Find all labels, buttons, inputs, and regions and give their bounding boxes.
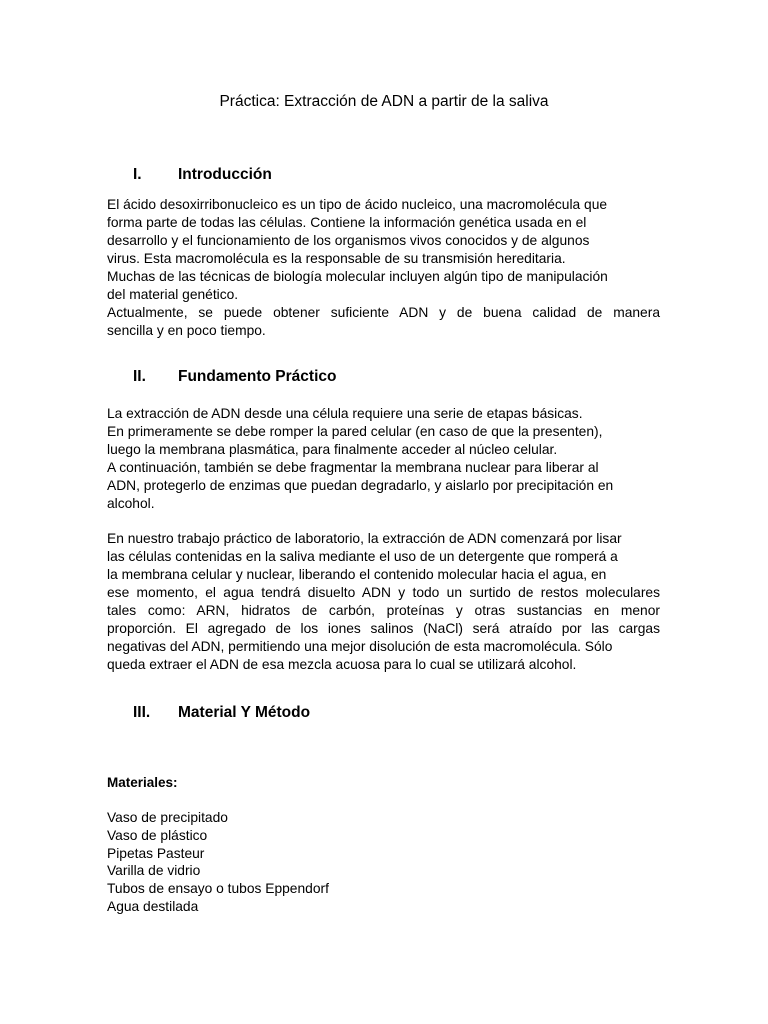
section-number: II. xyxy=(133,368,146,385)
fundamento-paragraph-2 xyxy=(107,530,660,674)
text-line: A continuación, también se debe fragmentar la membrana nuclear para liberar al xyxy=(107,460,599,475)
text-line: ese momento, el agua tendrá disuelto ADN y todo un surtido de restos moleculares xyxy=(107,585,660,600)
text-line: desarrollo y el funcionamiento de los organismos vivos conocidos y de algunos xyxy=(107,233,590,248)
section-heading-fundamento xyxy=(133,368,336,386)
intro-paragraph xyxy=(107,196,660,340)
text-line: sencilla y en poco tiempo. xyxy=(107,323,266,338)
list-item: Vaso de plástico xyxy=(107,827,208,843)
text-line: luego la membrana plasmática, para finalmente acceder al núcleo celular. xyxy=(107,442,558,457)
section-heading-introduccion xyxy=(133,166,272,184)
section-heading-material-metodo xyxy=(133,704,310,722)
text-line: En nuestro trabajo práctico de laboratorio, la extracción de ADN comenzará por lisar xyxy=(107,531,622,546)
materiales-list xyxy=(107,809,507,916)
text-line: El ácido desoxirribonucleico es un tipo de ácido nucleico, una macromolécula que xyxy=(107,197,608,212)
text-line: Muchas de las técnicas de biología molecular incluyen algún tipo de manipulación xyxy=(107,269,608,284)
text-line: Actualmente, se puede obtener suficiente ADN y de buena calidad de manera xyxy=(107,305,660,320)
text-line: virus. Esta macromolécula es la responsable de su transmisión hereditaria. xyxy=(107,251,566,266)
text-line: proporción. El agregado de los iones salinos (NaCl) será atraído por las cargas xyxy=(107,621,660,636)
section-title: Fundamento Práctico xyxy=(178,368,337,385)
text-line: forma parte de todas las células. Contiene la información genética usada en el xyxy=(107,215,587,230)
document-title: Práctica: Extracción de ADN a partir de la saliva xyxy=(219,93,549,110)
list-item: Vaso de precipitado xyxy=(107,810,228,825)
section-number: III. xyxy=(133,704,151,721)
text-line: queda extraer el ADN de esa mezcla acuosa para lo cual se utilizará alcohol. xyxy=(107,657,577,672)
section-title: Introducción xyxy=(178,166,272,183)
text-line: del material genético. xyxy=(107,287,239,302)
text-line: negativas del ADN, permitiendo una mejor disolución de esta macromolécula. Sólo xyxy=(107,639,613,654)
text-line: las células contenidas en la saliva mediante el uso de un detergente que romperá a xyxy=(107,549,618,564)
fundamento-paragraph-1 xyxy=(107,405,660,513)
text-line: La extracción de ADN desde una célula requiere una serie de etapas básicas. xyxy=(107,406,583,421)
list-item: Tubos de ensayo o tubos Eppendorf xyxy=(107,881,329,897)
text-line: tales como: ARN, hidratos de carbón, proteínas y otras sustancias en menor xyxy=(107,603,660,618)
text-line: la membrana celular y nuclear, liberando el contenido molecular hacia el agua, en xyxy=(107,567,607,582)
list-item: Pipetas Pasteur xyxy=(107,845,205,861)
section-number: I. xyxy=(133,166,142,183)
list-item: Varilla de vidrio xyxy=(107,863,201,879)
list-item: Agua destilada xyxy=(107,898,199,914)
text-line: ADN, protegerlo de enzimas que puedan degradarlo, y aislarlo por precipitación en xyxy=(107,478,614,493)
section-title: Material Y Método xyxy=(178,704,311,721)
text-line: En primeramente se debe romper la pared celular (en caso de que la presenten), xyxy=(107,424,603,439)
materiales-label: Materiales: xyxy=(107,775,178,790)
text-line: alcohol. xyxy=(107,496,155,511)
